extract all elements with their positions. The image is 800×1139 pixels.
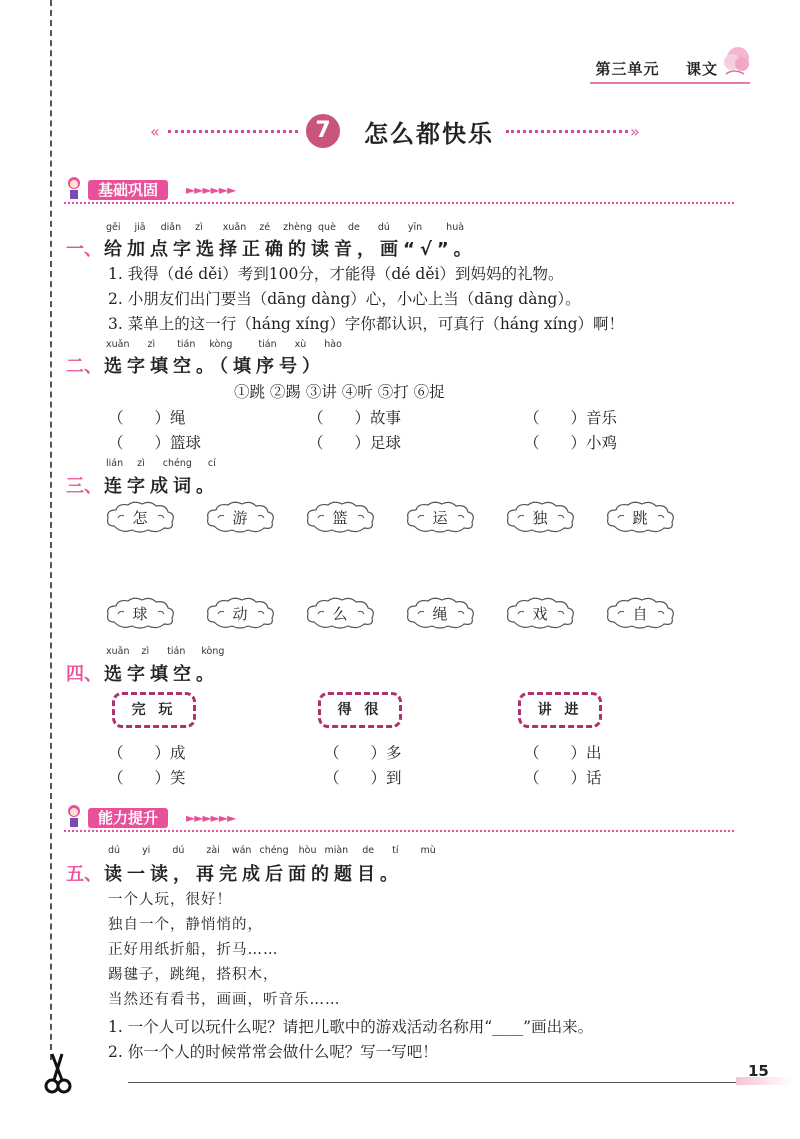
q4-instruction: 选字填空。 [104, 664, 219, 685]
cloud-char: 游 [232, 509, 248, 527]
cloud-char: 戏 [532, 605, 548, 623]
cloud-char-box [204, 500, 276, 534]
q3-pinyin: lián zì chéng cí [106, 458, 216, 469]
cloud-char-box [404, 596, 476, 630]
q2-blank: （ ）音乐 [524, 409, 618, 427]
q4-word-box: 讲 进 [518, 692, 602, 728]
q4-word-box: 得 很 [318, 692, 402, 728]
q4-blank: （ ）成 [108, 744, 186, 762]
q4-blank: （ ）笑 [108, 769, 186, 787]
cloud-char: 篮 [332, 509, 348, 527]
cloud-char-box [304, 500, 376, 534]
cloud-char-box [404, 500, 476, 534]
cloud-char: 球 [132, 605, 148, 623]
q5-number: 五、 [66, 864, 102, 885]
q4-word-box: 完 玩 [112, 692, 196, 728]
section-advanced-divider [64, 830, 734, 832]
page-number: 15 [748, 1062, 769, 1080]
q5-question-2: 2. 你一个人的时候常常会做什么呢？写一写吧！ [108, 1043, 438, 1061]
q1-pinyin: gěi jiā diǎn zì xuǎn zé zhèng què de dú yīn huà [106, 222, 465, 233]
q1-instruction: 给加点字选择正确的读音，画“√”。 [104, 239, 477, 260]
girl-icon [64, 176, 84, 202]
q2-blank: （ ）绳 [108, 409, 186, 427]
cloud-char: 运 [432, 509, 448, 527]
section-label: 课文 [685, 60, 718, 78]
right-arrow-icon: » [630, 122, 639, 141]
q4-number: 四、 [66, 664, 102, 685]
unit-label: 第三单元 [595, 60, 660, 78]
q2-instruction: 选字填空。（填序号） [104, 356, 325, 377]
cloud-char-box [104, 596, 176, 630]
lesson-title-text: 怎么都快乐 [364, 120, 494, 148]
q4-blank: （ ）多 [324, 744, 402, 762]
q4-blank: （ ）到 [324, 769, 402, 787]
poem-line: 一个人玩，很好！ [108, 892, 232, 908]
cloud-char: 自 [632, 605, 648, 623]
q2-number: 二、 [66, 356, 102, 377]
unit-header [596, 58, 719, 79]
title-right-dots [506, 130, 628, 133]
q3-number: 三、 [66, 476, 102, 497]
cloud-char-box [504, 500, 576, 534]
footer-rule [128, 1082, 738, 1083]
q2-pinyin: xuǎn zì tián kòng tián xù hào [106, 339, 342, 350]
q2-blank: （ ）足球 [308, 434, 402, 452]
cloud-char: 跳 [632, 509, 648, 527]
q5-instruction: 读一读，再完成后面的题目。 [104, 864, 403, 885]
section-advanced: 能力提升 [88, 808, 168, 828]
lesson-title [150, 112, 650, 152]
scissors-icon [40, 1050, 74, 1096]
q5-pinyin: dú yi dú zài wán chéng hòu miàn de tí mù [108, 845, 436, 856]
q1-number: 一、 [66, 239, 102, 260]
cut-line [50, 0, 52, 1060]
section-arrows-icon: ►►►►►► [186, 811, 236, 825]
cloud-char-box [304, 596, 376, 630]
q2-options: ①跳 ②踢 ③讲 ④听 ⑤打 ⑥捉 [234, 383, 445, 401]
flower-icon [720, 44, 752, 80]
cloud-char: 么 [332, 605, 348, 623]
lesson-number: 7 [306, 114, 340, 148]
q4-blank: （ ）话 [524, 769, 602, 787]
header-underline [590, 82, 750, 84]
q4-pinyin: xuǎn zì tián kòng [106, 646, 225, 657]
cloud-char-box [604, 596, 676, 630]
cloud-char-box [604, 500, 676, 534]
poem-line: 踢毽子，跳绳，搭积木， [108, 967, 279, 983]
q5-question-1: 1. 一个人可以玩什么呢？请把儿歌中的游戏活动名称用“____”画出来。 [108, 1018, 594, 1036]
cloud-char: 独 [532, 509, 548, 527]
q3-instruction: 连字成词。 [104, 476, 219, 497]
q4-blank: （ ）出 [524, 744, 602, 762]
left-arrow-icon: « [150, 122, 159, 141]
cloud-char: 怎 [132, 509, 148, 527]
girl-icon [64, 804, 84, 830]
section-basic-divider [64, 202, 734, 204]
q2-blank: （ ）小鸡 [524, 434, 618, 452]
q1-item-3: 3. 菜单上的这一行（háng xíng）字你都认识，可真行（háng xíng）啊！ [108, 315, 625, 333]
section-basic: 基础巩固 [88, 180, 168, 200]
q1-item-1: 1. 我得（dé děi）考到100分，才能得（dé děi）到妈妈的礼物。 [108, 265, 564, 283]
title-left-dots [168, 130, 298, 133]
poem-line: 当然还有看书，画画，听音乐…… [108, 992, 341, 1008]
section-arrows-icon: ►►►►►► [186, 183, 236, 197]
cloud-char-box [504, 596, 576, 630]
cloud-char-box [104, 500, 176, 534]
q2-blank: （ ）故事 [308, 409, 402, 427]
cloud-char: 绳 [432, 605, 448, 623]
poem-line: 正好用纸折船，折马…… [108, 942, 279, 958]
cloud-char-box [204, 596, 276, 630]
poem-line: 独自一个，静悄悄的， [108, 917, 263, 933]
q2-blank: （ ）篮球 [108, 434, 202, 452]
q1-item-2: 2. 小朋友们出门要当（dāng dàng）心，小心上当（dāng dàng）。 [108, 290, 581, 308]
cloud-char: 动 [232, 605, 248, 623]
